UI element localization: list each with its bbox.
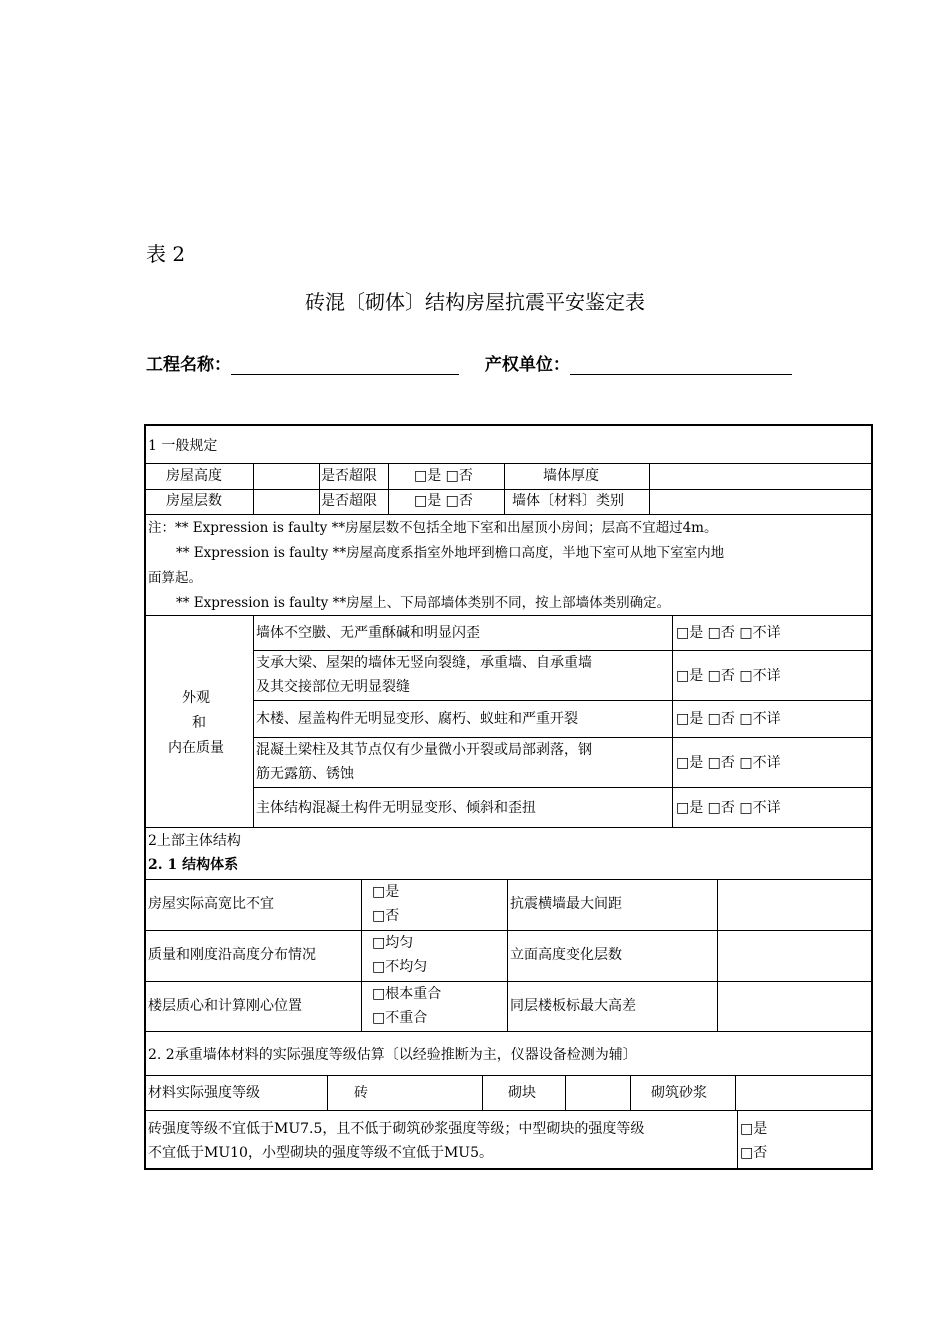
wall-material-label: 墙体〔材料〕类别 — [512, 493, 624, 509]
storey-limit-checkbox[interactable]: □是 □否 — [414, 493, 473, 509]
strength-requirement-line-1: 砖强度等级不宜低于MU7.5，且不低于砌筑砂浆强度等级；中型砌块的强度等级 — [148, 1121, 645, 1137]
note-line-2-cont: 面算起。 — [148, 570, 202, 586]
material-strength-subheader: 2. 2承重墙体材料的实际强度等级估算〔以经验推断为主，仪器设备检测为辅〕 — [148, 1047, 637, 1063]
aspect-ratio-no[interactable]: □否 — [372, 908, 400, 924]
height-limit-checkbox[interactable]: □是 □否 — [414, 468, 473, 484]
center-not-coincide-option[interactable]: □不重合 — [372, 1010, 428, 1026]
appraisal-table — [144, 424, 873, 1170]
document-title: 砖混〔砌体〕结构房屋抗震平安鉴定表 — [305, 290, 645, 314]
check-item-3-options[interactable]: □是 □否 □不详 — [676, 711, 781, 727]
block-label: 砌块 — [508, 1085, 536, 1101]
check-item-2-options[interactable]: □是 □否 □不详 — [676, 668, 781, 684]
owner-label: 产权单位： — [484, 355, 570, 375]
storey-count-label: 房屋层数 — [166, 493, 222, 509]
floor-height-diff-label: 同层楼板标最大高差 — [510, 998, 636, 1014]
check-item-4-options[interactable]: □是 □否 □不详 — [676, 755, 781, 771]
material-grade-label: 材料实际强度等级 — [148, 1085, 260, 1101]
aspect-ratio-label: 房屋实际高宽比不宜 — [148, 896, 274, 912]
note-line-3: ** Expression is faulty **房屋上、下局部墙体类别不同，按上部墙体类别确定。 — [176, 595, 671, 611]
section-general-header: 1 一般规定 — [148, 438, 218, 454]
project-info-line — [146, 350, 792, 375]
mass-nonuniform-option[interactable]: □不均匀 — [372, 959, 428, 975]
check-item-2-cont: 及其交接部位无明显裂缝 — [256, 679, 410, 695]
table-number: 表 2 — [146, 242, 186, 266]
check-item-5: 主体结构混凝土构件无明显变形、倾斜和歪扭 — [256, 800, 536, 816]
mortar-label: 砌筑砂浆 — [651, 1085, 707, 1101]
aspect-ratio-yes[interactable]: □是 — [372, 884, 400, 900]
strength-yes-option[interactable]: □是 — [740, 1121, 768, 1137]
structure-system-subheader: 2. 1 结构体系 — [148, 857, 239, 873]
max-wall-spacing-label: 抗震横墙最大间距 — [510, 896, 622, 912]
check-item-2: 支承大梁、屋架的墙体无竖向裂缝，承重墙、自承重墙 — [256, 655, 592, 671]
project-name-field[interactable] — [231, 354, 459, 375]
check-item-4: 混凝土梁柱及其节点仅有少量微小开裂或局部剥落，钢 — [256, 742, 592, 758]
house-height-label: 房屋高度 — [166, 468, 222, 484]
storey-limit-label: 是否超限 — [321, 493, 377, 509]
strength-no-option[interactable]: □否 — [740, 1145, 768, 1161]
appearance-label-3: 内在质量 — [168, 740, 224, 756]
wall-thickness-label: 墙体厚度 — [543, 468, 599, 484]
check-item-4-cont: 筋无露筋、锈蚀 — [256, 766, 354, 782]
strength-requirement-line-2: 不宜低于MU10，小型砌块的强度等级不宜低于MU5。 — [148, 1145, 493, 1161]
project-name-label: 工程名称： — [146, 355, 231, 375]
center-position-label: 楼层质心和计算刚心位置 — [148, 998, 302, 1014]
appearance-label-1: 外观 — [182, 690, 210, 706]
elevation-change-label: 立面高度变化层数 — [510, 947, 622, 963]
height-limit-label: 是否超限 — [321, 468, 377, 484]
check-item-5-options[interactable]: □是 □否 □不详 — [676, 800, 781, 816]
mass-uniform-option[interactable]: □均匀 — [372, 935, 414, 951]
appearance-label-2: 和 — [192, 715, 206, 731]
center-coincide-option[interactable]: □根本重合 — [372, 986, 442, 1002]
check-item-1: 墙体不空臌、无严重酥碱和明显闪歪 — [256, 625, 480, 641]
note-line-2: ** Expression is faulty **房屋高度系指室外地坪到檐口高度，半地下室可从地下室室内地 — [176, 545, 725, 561]
check-item-1-options[interactable]: □是 □否 □不详 — [676, 625, 781, 641]
section-structure-header: 2上部主体结构 — [148, 833, 241, 849]
owner-field[interactable] — [570, 354, 792, 375]
check-item-3: 木楼、屋盖构件无明显变形、腐朽、蚁蛀和严重开裂 — [256, 711, 578, 727]
note-line-1: 注：** Expression is faulty **房屋层数不包括全地下室和出屋顶小房间；层高不宜超过4m。 — [148, 520, 718, 536]
brick-label: 砖 — [354, 1085, 368, 1101]
mass-stiffness-label: 质量和刚度沿高度分布情况 — [148, 947, 316, 963]
